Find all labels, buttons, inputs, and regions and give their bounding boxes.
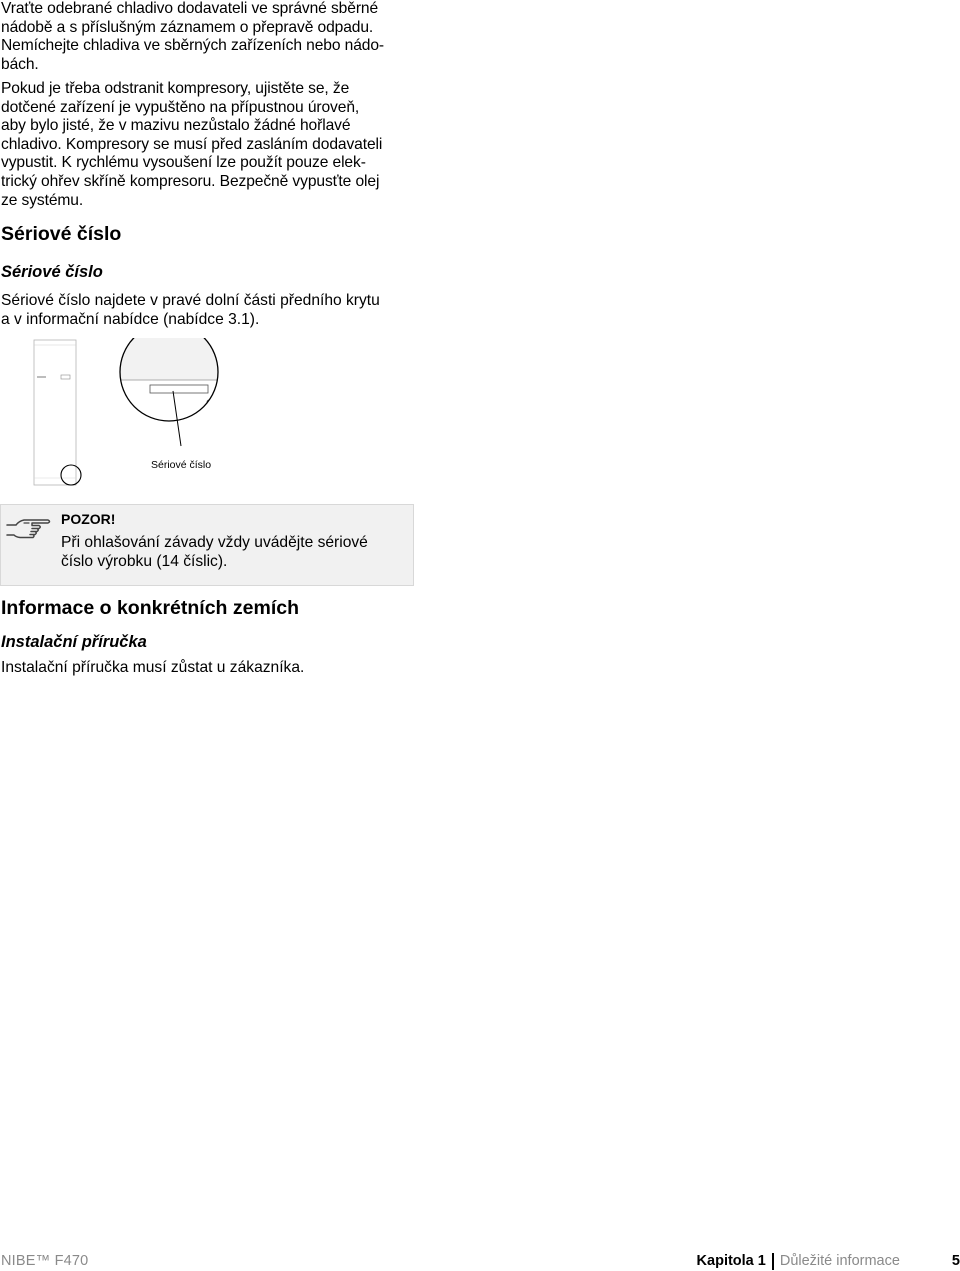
serial-text-line: Sériové číslo najdete v pravé dolní části předního krytu [1, 292, 380, 309]
p2-line: aby bylo jisté, že v mazivu nezůstalo žádné hořlavé [1, 117, 351, 135]
p1-line: nádobě a s příslušným záznamem o přepravě odpadu. [1, 18, 374, 36]
subheading-installation-manual: Instalační příručka [1, 633, 147, 651]
notice-text-line: číslo výrobku (14 číslic). [61, 552, 228, 570]
notice-box [0, 504, 414, 586]
serial-text-line: a v informační nabídce (nabídce 3.1). [1, 310, 260, 328]
p1-line: Vraťte odebrané chladivo dodavateli ve správné sběrné [1, 0, 379, 17]
footer-chapter: Kapitola 1 [696, 1253, 766, 1269]
zoom-detail [118, 338, 228, 423]
notice-text [61, 534, 406, 571]
p2-line: chladivo. Kompresory se musí před zasláním dodavateli [1, 135, 383, 153]
paragraph-compressor-removal [1, 80, 421, 210]
section-heading-serial: Sériové číslo [1, 223, 122, 245]
p1-line: bách. [1, 55, 39, 73]
section-heading-country-info: Informace o konkrétních zemích [1, 597, 299, 619]
notice-text-line: Při ohlašování závady vždy uvádějte sériové [61, 534, 368, 551]
p1-line: Nemíchejte chladiva ve sběrných zařízeních nebo nádo- [1, 37, 385, 55]
paragraph-installation-manual: Instalační příručka musí zůstat u zákazníka. [1, 659, 305, 676]
notice-label: POZOR! [61, 511, 116, 527]
p2-line: vypustit. K rychlému vysoušení lze použít pouze elek- [1, 154, 366, 172]
serial-number-figure [28, 338, 228, 488]
pointing-hand-icon [6, 513, 52, 543]
p2-line: ze systému. [1, 191, 84, 209]
p2-line: trický ohřev skříně kompresoru. Bezpečně vypusťte olej [1, 172, 380, 190]
page-number: 5 [951, 1253, 960, 1269]
figure-label: Sériové číslo [151, 459, 212, 471]
footer-chapter-info [697, 1251, 960, 1271]
footer-chapter-title: Důležité informace [779, 1253, 900, 1269]
subheading-serial: Sériové číslo [1, 263, 103, 281]
footer-separator [772, 1253, 774, 1270]
paragraph-refrigerant-return [1, 0, 421, 74]
p2-line: dotčené zařízení je vypuštěno na přípustnou úroveň, [1, 98, 360, 116]
footer-product: NIBE™ F470 [1, 1253, 89, 1269]
p2-line: Pokud je třeba odstranit kompresory, ujistěte se, že [1, 80, 350, 97]
heat-pump-illustration [34, 340, 76, 485]
paragraph-serial-location [1, 292, 421, 329]
